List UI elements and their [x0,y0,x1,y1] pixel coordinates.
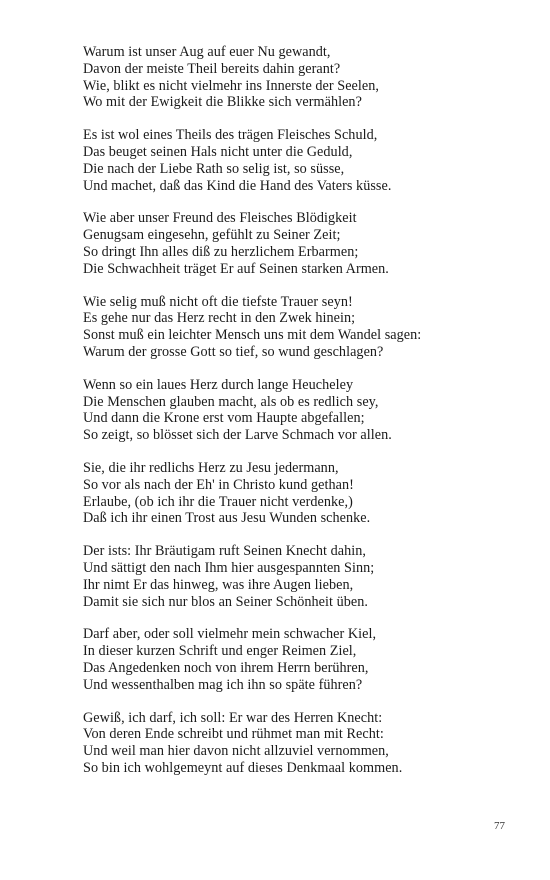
verse-line: Das beuget seinen Hals nicht unter die Geduld, [83,143,353,160]
verse-line: Wie aber unser Freund des Fleisches Blödigkeit [83,210,357,227]
stanza-9 [83,710,523,777]
verse-line: Wenn so ein laues Herz durch lange Heucheley [83,376,354,393]
stanza-7 [83,543,523,610]
verse-line: Der ists: Ihr Bräutigam ruft Seinen Knecht dahin, [83,543,366,560]
verse-line: So zeigt, so blösset sich der Larve Schmach vor allen. [83,427,392,444]
verse-line: Daß ich ihr einen Trost aus Jesu Wunden schenke. [83,510,371,527]
stanza-2 [83,127,523,194]
verse-line: Die nach der Liebe Rath so selig ist, so süsse, [83,160,345,177]
verse-line: Sie, die ihr redlichs Herz zu Jesu jedermann, [83,459,339,476]
verse-line: Wo mit der Ewigkeit die Blikke sich vermählen? [83,94,362,111]
verse-line: Sonst muß ein leichter Mensch uns mit dem Wandel sagen: [83,327,422,344]
verse-line: Die Schwachheit träget Er auf Seinen starken Armen. [83,260,389,277]
verse-line: Wie selig muß nicht oft die tiefste Trauer seyn! [83,293,353,310]
verse-line: Ihr nimt Er das hinweg, was ihre Augen lieben, [83,576,354,593]
verse-line: Die Menschen glauben macht, als ob es redlich sey, [83,393,379,410]
verse-line: Und dann die Krone erst vom Haupte abgefallen; [83,410,365,427]
verse-line: So vor als nach der Eh' in Christo kund gethan! [83,476,354,493]
verse-line: Wie, blikt es nicht vielmehr ins Innerste der Seelen, [83,77,379,94]
verse-line: Und wessenthalben mag ich ihn so späte führen? [83,676,363,693]
verse-line: Das Angedenken noch von ihrem Herrn berühren, [83,659,369,676]
verse-line: Erlaube, (ob ich ihr die Trauer nicht verdenke,) [83,493,353,510]
verse-line: In dieser kurzen Schrift und enger Reimen Ziel, [83,643,357,660]
poem-body [83,44,523,793]
stanza-6 [83,460,523,527]
verse-line: Und machet, daß das Kind die Hand des Vaters küsse. [83,177,392,194]
verse-line: Warum der grosse Gott so tief, so wund geschlagen? [83,343,384,360]
verse-line: Darf aber, oder soll vielmehr mein schwacher Kiel, [83,626,377,643]
stanza-3 [83,210,523,277]
verse-line: Es ist wol eines Theils des trägen Fleisches Schuld, [83,127,378,144]
verse-line: Von deren Ende schreibt und rühmet man mit Recht: [83,726,384,743]
verse-line: So dringt Ihn alles diß zu herzlichem Erbarmen; [83,243,359,260]
verse-line: Und sättigt den nach Ihm hier ausgespannten Sinn; [83,559,375,576]
page-number: 77 [494,820,505,832]
verse-line: Genugsam eingesehn, gefühlt zu Seiner Zeit; [83,227,341,244]
verse-line: Und weil man hier davon nicht allzuviel vernommen, [83,743,389,760]
stanza-5 [83,377,523,444]
verse-line: Warum ist unser Aug auf euer Nu gewandt, [83,44,331,60]
verse-line: Es gehe nur das Herz recht in den Zwek hinein; [83,310,356,327]
verse-line: Damit sie sich nur blos an Seiner Schönheit üben. [83,593,368,610]
stanza-1 [83,44,523,111]
verse-line: So bin ich wohlgemeynt auf dieses Denkmaal kommen. [83,759,403,776]
verse-line: Davon der meiste Theil bereits dahin gerant? [83,60,341,77]
stanza-4 [83,294,523,361]
stanza-8 [83,626,523,693]
verse-line: Gewiß, ich darf, ich soll: Er war des Herren Knecht: [83,709,383,726]
